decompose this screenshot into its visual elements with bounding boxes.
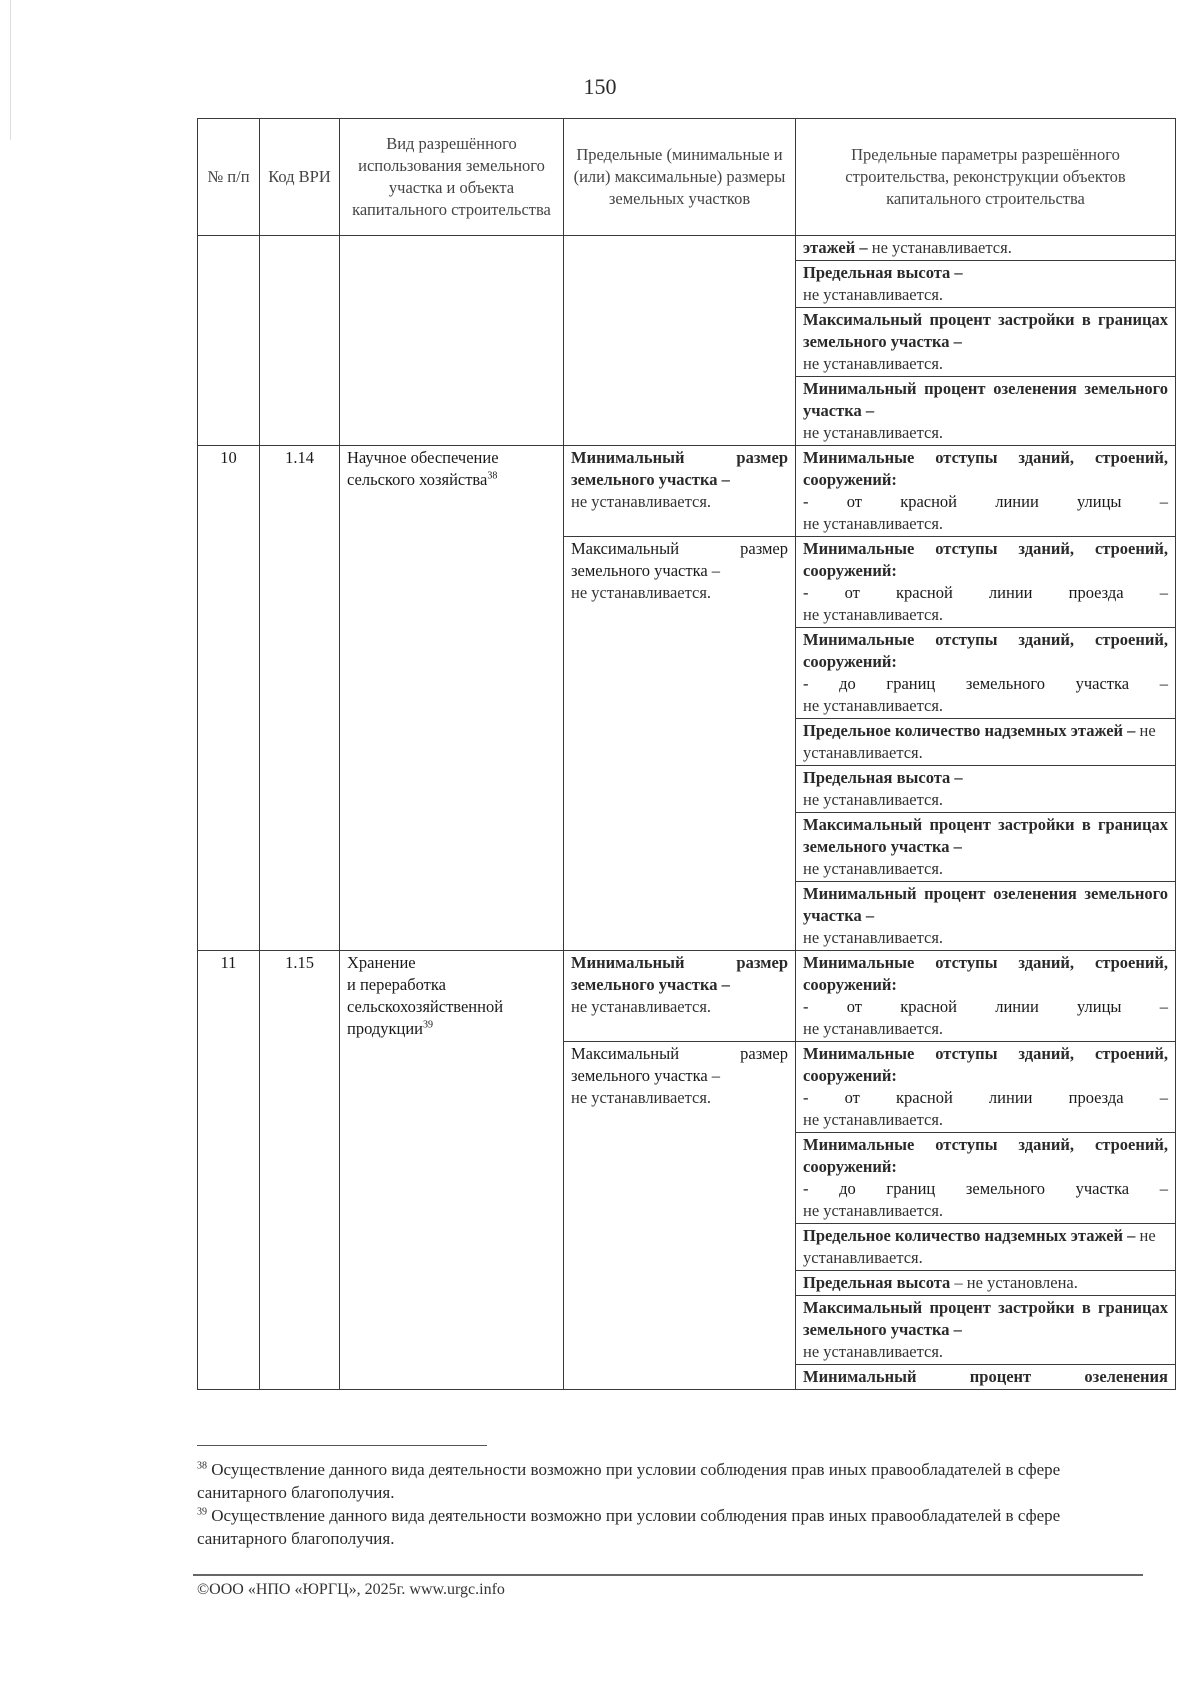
row-number: 10 [198, 446, 260, 951]
cont-num-cell [198, 236, 260, 446]
footnote: $^{38}$ Осуществление данного вида деятельности возможно при условии соблюдения прав иных правообладателей в сфере санитарного благополучия. [197, 1460, 1061, 1502]
row-kind: Хранение и переработка сельскохозяйственной продукции$^{39}$ [340, 951, 564, 1390]
footnote: $^{39}$ Осуществление данного вида деятельности возможно при условии соблюдения прав иных правообладателей в сфере санитарного благополучия. [197, 1506, 1061, 1548]
param-cell: Предельная высота – не устанавливается. [796, 766, 1176, 813]
header-code: Код ВРИ [260, 119, 340, 236]
size-max-cell: Максимальный размер земельного участка – не устанавливается. [564, 1042, 796, 1390]
footer-divider [193, 1574, 1143, 1576]
footer-copyright: ©ООО «НПО «ЮРГЦ», 2025г. www.urgc.info [197, 1581, 505, 1598]
row-code: 1.14 [260, 446, 340, 951]
scan-edge [10, 0, 11, 140]
param-cell: Минимальные отступы зданий, строений, сооружений: - от красной линии проезда – не устанавливается. [796, 537, 1176, 628]
param-cell: Минимальные отступы зданий, строений, сооружений: - от красной линии улицы – не устанавливается. [796, 446, 1176, 537]
header-num: № п/п [198, 119, 260, 236]
row-code: 1.15 [260, 951, 340, 1390]
header-kind: Вид разрешённого использования земельного участка и объекта капитального строительства [340, 119, 564, 236]
table-header-row [198, 119, 1176, 236]
row-number: 11 [198, 951, 260, 1390]
cont-kind-cell [340, 236, 564, 446]
footnotes [197, 1458, 1097, 1550]
table-row [198, 951, 1176, 1042]
size-min-cell: Минимальный размер земельного участка – не устанавливается. [564, 951, 796, 1042]
param-cell: Минимальный процент озеленения [796, 1365, 1176, 1390]
regulations-table [197, 118, 1176, 1390]
cont-size-cell [564, 236, 796, 446]
table-row [198, 446, 1176, 537]
param-cell: Предельная высота – не установлена. [796, 1271, 1176, 1296]
param-cell: Предельное количество надземных этажей – не устанавливается. [796, 719, 1176, 766]
header-params: Предельные параметры разрешённого строительства, реконструкции объектов капитального строительства [796, 119, 1176, 236]
param-cell: Минимальные отступы зданий, строений, сооружений: - от красной линии улицы – не устанавливается. [796, 951, 1176, 1042]
param-cell: Минимальные отступы зданий, строений, сооружений: - до границ земельного участка – не устанавливается. [796, 1133, 1176, 1224]
page-number: 150 [583, 74, 617, 99]
param-cell: Предельная высота – не устанавливается. [796, 261, 1176, 308]
row-kind: Научное обеспечение сельского хозяйства$^{38}$ [340, 446, 564, 951]
cont-code-cell [260, 236, 340, 446]
size-min-cell: Минимальный размер земельного участка – не устанавливается. [564, 446, 796, 537]
param-cell: Предельное количество надземных этажей – не устанавливается. [796, 1224, 1176, 1271]
footnote-divider [197, 1445, 487, 1446]
table-row [198, 236, 1176, 261]
param-cell: этажей – не устанавливается. [796, 236, 1176, 261]
param-cell: Максимальный процент застройки в границах земельного участка – не устанавливается. [796, 1296, 1176, 1365]
param-cell: Минимальные отступы зданий, строений, сооружений: - до границ земельного участка – не устанавливается. [796, 628, 1176, 719]
header-sizes: Предельные (минимальные и (или) максимальные) размеры земельных участков [564, 119, 796, 236]
size-max-cell: Максимальный размер земельного участка – не устанавливается. [564, 537, 796, 951]
param-cell: Максимальный процент застройки в границах земельного участка – не устанавливается. [796, 813, 1176, 882]
param-cell: Минимальный процент озеленения земельного участка – не устанавливается. [796, 377, 1176, 446]
param-cell: Минимальные отступы зданий, строений, сооружений: - от красной линии проезда – не устанавливается. [796, 1042, 1176, 1133]
param-cell: Минимальный процент озеленения земельного участка – не устанавливается. [796, 882, 1176, 951]
param-cell: Максимальный процент застройки в границах земельного участка – не устанавливается. [796, 308, 1176, 377]
